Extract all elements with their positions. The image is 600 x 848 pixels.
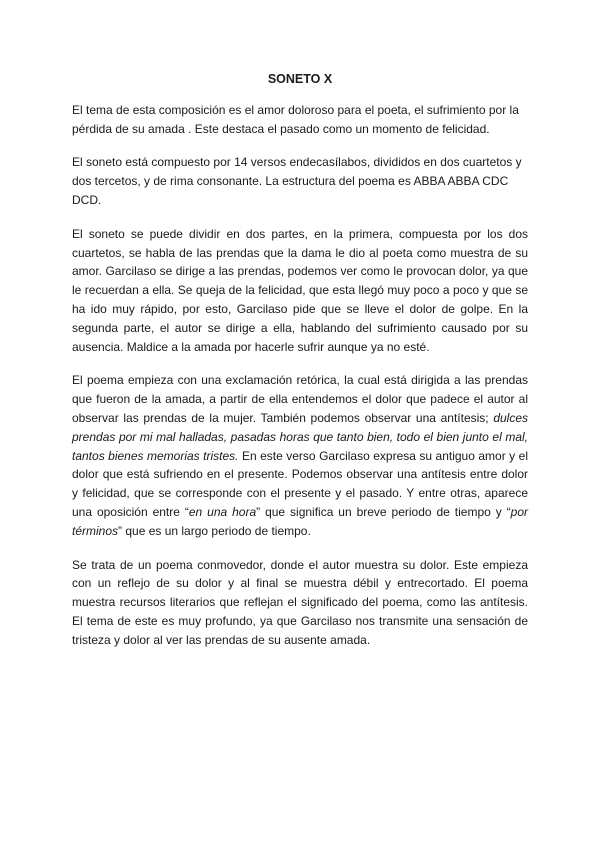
paragraph-theme: El tema de esta composición es el amor doloroso para el poeta, el sufrimiento por la pérdida de su amada . Este destaca el pasado como un momento de felicidad. [72,102,519,136]
analysis-text-3: ” que significa un breve periodo de tiempo y “ [256,504,511,519]
page-title: SONETO X [267,72,333,86]
paragraph-conclusion: Se trata de un poema conmovedor, donde el autor muestra su dolor. Este empieza con un reflejo de su dolor y al final se muestra débil y entrecortado. El poema muestra recursos literarios que reflejan el significado del poema, como las antítesis. El tema de este es muy profundo, ya que Garcilaso nos transmite una sensación de tristeza y dolor al ver las prendas de su ausente amada. [72,557,528,647]
document-body [72,70,528,665]
paragraph-analysis [72,371,528,540]
quote-por-terminos: por términos [72,504,529,538]
analysis-text-2: En este verso Garcilaso expresa su antiguo amor y el dolor que está sufriendo en el presente. Podemos observar una antítesis entre dolor y felicidad, que se corresponde con el presente y el pasado. Y entre otras, aparece una oposición entre “ [72,448,528,519]
antithesis-quote: dulces prendas por mi mal halladas, pasadas horas que tanto bien, todo el bien junto el mal, tantos bienes memorias tristes. [72,410,528,463]
analysis-text-4: ” que es un largo periodo de tiempo. [118,523,311,538]
quote-en-una-hora: en una hora [188,504,257,519]
analysis-text-1: El poema empieza con una exclamación retórica, la cual está dirigida a las prendas que fueron de la amada, a partir de ella entendemos el dolor que padece el autor al observar las prendas de la mujer. También podemos observar una antítesis; [72,373,528,425]
paragraph-structure: El soneto está compuesto por 14 versos endecasílabos, divididos en dos cuartetos y dos tercetos, y de rima consonante. La estructura del poema es ABBA ABBA CDC DCD. [72,155,522,207]
paragraph-parts: El soneto se puede dividir en dos partes, en la primera, compuesta por los dos cuartetos, se habla de las prendas que la dama le dio al poeta como muestra de su amor. Garcilaso se dirige a las prendas, podemos ver como le provocan dolor, ya que le recuerdan a ella. Se queja de la felicidad, que esta llegó muy poco a poco y que se ha ido muy rápido, por esto, Garcilaso pide que se lleve el dolor de golpe. En la segunda parte, el autor se dirige a ella, hablando del sufrimiento causado por su ausencia. Maldice a la amada por hacerle sufrir aunque ya no esté. [72,226,528,354]
